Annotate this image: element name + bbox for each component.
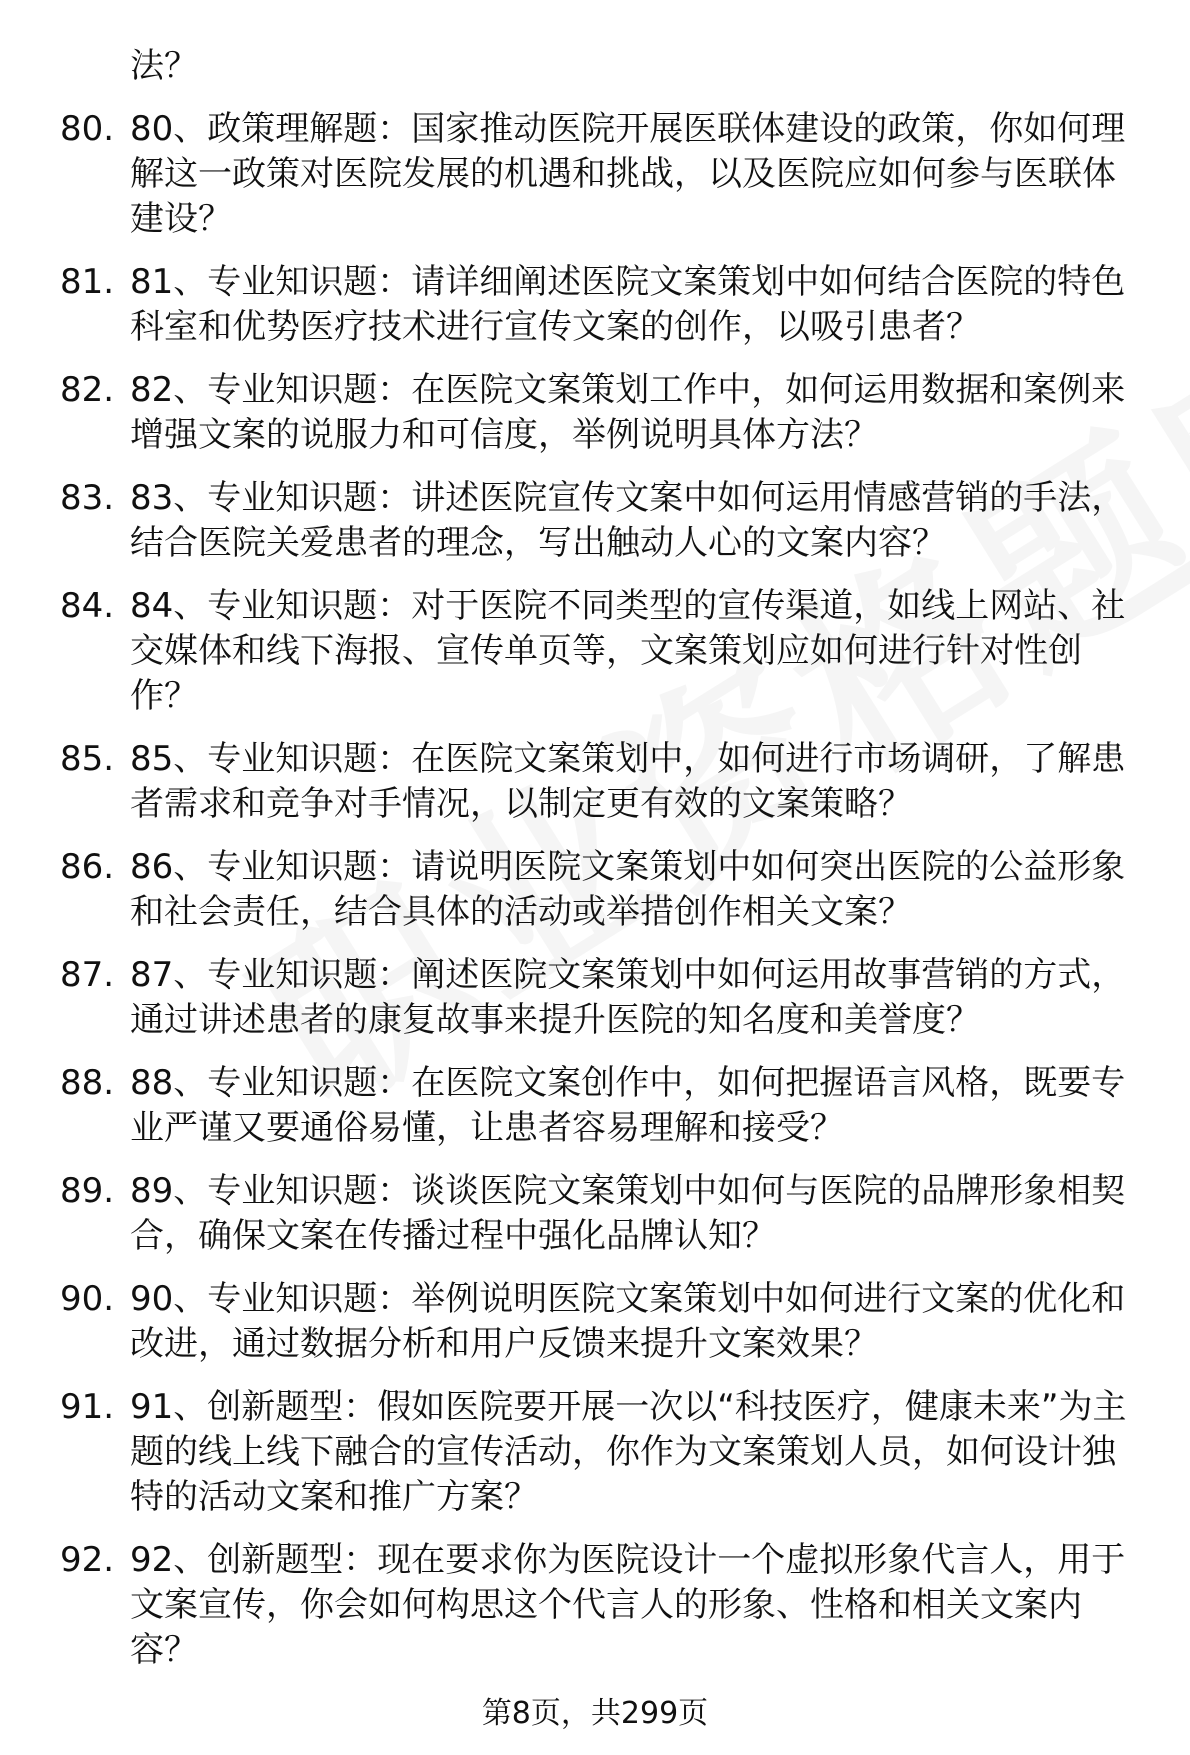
item-text: 82、专业知识题：在医院文案策划工作中，如何运用数据和案例来增强文案的说服力和可信度，举例说明具体方法？ — [130, 370, 1126, 455]
item-text: 91、创新题型：假如医院要开展一次以“科技医疗，健康未来”为主题的线上线下融合的宣传活动，你作为文案策划人员，如何设计独特的活动文案和推广方案？ — [130, 1387, 1127, 1517]
item-text: 86、专业知识题：请说明医院文案策划中如何突出医院的公益形象和社会责任，结合具体的活动或举措创作相关文案？ — [130, 847, 1126, 932]
item-number: 86. — [60, 847, 115, 887]
list-item — [60, 1061, 1150, 1151]
question-list — [0, 107, 1190, 1673]
item-number: 92. — [60, 1540, 115, 1580]
item-text: 92、创新题型：现在要求你为医院设计一个虚拟形象代言人，用于文案宣传，你会如何构思这个代言人的形象、性格和相关文案内容？ — [130, 1540, 1126, 1670]
item-text: 88、专业知识题：在医院文案创作中，如何把握语言风格，既要专业严谨又要通俗易懂，让患者容易理解和接受？ — [130, 1063, 1126, 1148]
list-item — [60, 1169, 1150, 1259]
list-item — [60, 953, 1150, 1043]
item-number: 85. — [60, 739, 115, 779]
list-item — [60, 476, 1150, 566]
item-text: 84、专业知识题：对于医院不同类型的宣传渠道，如线上网站、社交媒体和线下海报、宣传单页等，文案策划应如何进行针对性创作？ — [130, 586, 1126, 716]
item-number: 83. — [60, 478, 115, 518]
item-number: 82. — [60, 370, 115, 410]
continuation-line: 法？ — [130, 46, 198, 86]
item-text: 85、专业知识题：在医院文案策划中，如何进行市场调研，了解患者需求和竞争对手情况，以制定更有效的文案策略？ — [130, 739, 1126, 824]
list-item — [60, 845, 1150, 935]
list-item — [60, 368, 1150, 458]
page-footer: 第8页，共299页 — [481, 1696, 709, 1731]
list-item — [60, 1277, 1150, 1367]
item-text: 80、政策理解题：国家推动医院开展医联体建设的政策，你如何理解这一政策对医院发展的机遇和挑战，以及医院应如何参与医联体建设？ — [130, 109, 1126, 239]
list-item — [60, 584, 1150, 719]
item-number: 84. — [60, 586, 115, 626]
item-text: 81、专业知识题：请详细阐述医院文案策划中如何结合医院的特色科室和优势医疗技术进行宣传文案的创作，以吸引患者？ — [130, 262, 1126, 347]
item-number: 80. — [60, 109, 115, 149]
item-number: 91. — [60, 1387, 115, 1427]
item-number: 89. — [60, 1171, 115, 1211]
continuation-text — [60, 44, 1150, 89]
item-text: 89、专业知识题：谈谈医院文案策划中如何与医院的品牌形象相契合，确保文案在传播过程中强化品牌认知？ — [130, 1171, 1126, 1256]
item-number: 88. — [60, 1063, 115, 1103]
item-number: 81. — [60, 262, 115, 302]
item-text: 87、专业知识题：阐述医院文案策划中如何运用故事营销的方式，通过讲述患者的康复故事来提升医院的知名度和美誉度？ — [130, 955, 1126, 1040]
list-item — [60, 737, 1150, 827]
list-item — [60, 1538, 1150, 1673]
item-text: 83、专业知识题：讲述医院宣传文案中如何运用情感营销的手法，结合医院关爱患者的理念，写出触动人心的文案内容？ — [130, 478, 1126, 563]
item-number: 90. — [60, 1279, 115, 1319]
list-item — [60, 1385, 1150, 1520]
item-text: 90、专业知识题：举例说明医院文案策划中如何进行文案的优化和改进，通过数据分析和用户反馈来提升文案效果？ — [130, 1279, 1126, 1364]
item-number: 87. — [60, 955, 115, 995]
list-item — [60, 107, 1150, 242]
list-item — [60, 260, 1150, 350]
